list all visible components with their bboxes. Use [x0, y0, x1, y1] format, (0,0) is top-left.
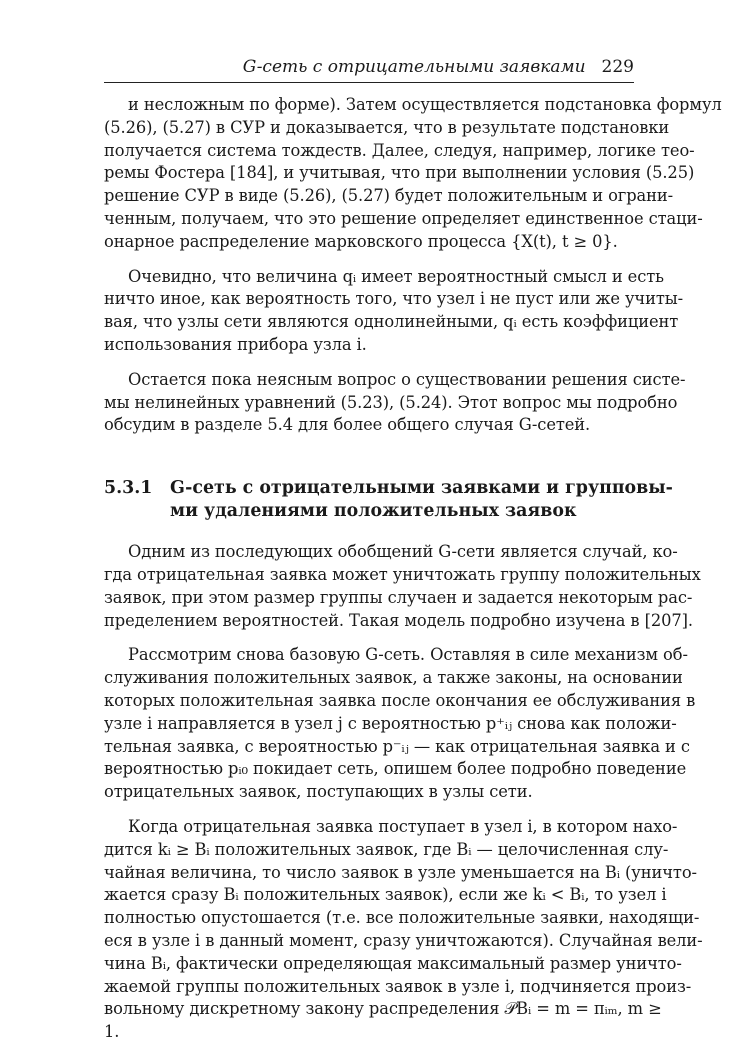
paragraph-line: Остается пока неясным вопрос о существовании решения систе- — [128, 369, 686, 389]
paragraph-line: узле i направляется в узел j с вероятностью p⁺ᵢⱼ снова как положи- — [104, 713, 677, 733]
paragraph — [104, 94, 722, 254]
paragraph-line: тельная заявка, с вероятностью p⁻ᵢⱼ — как отрицательная заявка и с — [104, 736, 690, 756]
paragraph-line: чайная величина, то число заявок в узле уменьшается на Bᵢ (уничто- — [104, 862, 697, 882]
paragraph-line: (5.26), (5.27) в СУР и доказывается, что в результате подстановки — [104, 117, 670, 137]
paragraph-line: ничто иное, как вероятность того, что узел i не пуст или же учиты- — [104, 289, 684, 309]
paragraph-line: чина Bᵢ, фактически определяющая максимальный размер уничто- — [104, 953, 682, 973]
paragraph-line: вая, что узлы сети являются однолинейными, qᵢ есть коэффициент — [104, 312, 679, 332]
paragraph-line: Одним из последующих обобщений G-сети является случай, ко- — [128, 542, 678, 562]
section-title-line: ми удалениями положительных заявок — [170, 501, 577, 522]
paragraph-line: получается система тождеств. Далее, следуя, например, логике тео- — [104, 140, 695, 160]
paragraph-line: Очевидно, что величина qᵢ имеет вероятностный смысл и есть — [128, 266, 664, 286]
paragraph-line: дится kᵢ ≥ Bᵢ положительных заявок, где Bᵢ — целочисленная слу- — [104, 839, 669, 859]
paragraph-line: жаемой группы положительных заявок в узле i, подчиняется произ- — [104, 976, 692, 996]
paragraph-line: использования прибора узла i. — [104, 334, 367, 354]
section-number: 5.3.1 — [104, 478, 153, 499]
paragraph-line: еся в узле i в данный момент, сразу уничтожаются). Случайная вели- — [104, 930, 703, 950]
paragraph — [104, 266, 684, 357]
paragraph-line: онарное распределение марковского процесса {X(t), t ≥ 0}. — [104, 231, 618, 251]
paragraph-line: жается сразу Bᵢ положительных заявок), если же kᵢ < Bᵢ, то узел i — [104, 885, 667, 905]
paragraph — [104, 369, 686, 437]
section-title-line: G-сеть с отрицательными заявками и групповы- — [170, 478, 673, 499]
paragraph-line: гда отрицательная заявка может уничтожать группу положительных — [104, 564, 701, 584]
section-title — [170, 477, 673, 523]
paragraph-line: заявок, при этом размер группы случаен и задается некоторым рас- — [104, 587, 693, 607]
paragraph-line: которых положительная заявка после окончания ее обслуживания в — [104, 690, 696, 710]
paragraph-line: 1. — [104, 1022, 120, 1042]
running-header-title: G-сеть с отрицательными заявками — [242, 57, 586, 77]
paragraph-line: отрицательных заявок, поступающих в узлы сети. — [104, 782, 533, 802]
section-heading — [104, 477, 673, 523]
paragraph-line: обсудим в разделе 5.4 для более общего случая G-сетей. — [104, 415, 591, 435]
paragraph — [104, 816, 703, 1044]
paragraph-line: служивания положительных заявок, а также законы, на основании — [104, 668, 683, 688]
paragraph-line: пределением вероятностей. Такая модель подробно изучена в [207]. — [104, 610, 693, 630]
book-page — [104, 52, 722, 1044]
running-header — [104, 52, 634, 83]
paragraph-line: и несложным по форме). Затем осуществляется подстановка формул — [128, 95, 722, 114]
paragraph-line: ремы Фостера [184], и учитывая, что при выполнении условия (5.25) — [104, 163, 695, 183]
paragraph-line: решение СУР в виде (5.26), (5.27) будет положительным и ограни- — [104, 186, 674, 206]
paragraph-line: вероятностью pᵢ₀ покидает сеть, опишем более подробно поведение — [104, 759, 687, 779]
paragraph-line: полностью опустошается (т.е. все положительные заявки, находящи- — [104, 908, 700, 928]
paragraph-line: Рассмотрим снова базовую G-сеть. Оставляя в силе механизм об- — [128, 645, 688, 665]
paragraph — [104, 541, 701, 632]
paragraph-line: вольному дискретному закону распределения 𝒫Bᵢ = m = πᵢₘ, m ≥ — [104, 999, 662, 1019]
paragraph-line: Когда отрицательная заявка поступает в узел i, в котором нахо- — [128, 816, 678, 836]
paragraph-line: мы нелинейных уравнений (5.23), (5.24). Этот вопрос мы подробно — [104, 392, 678, 412]
page-number: 229 — [601, 57, 634, 77]
paragraph — [104, 644, 696, 804]
paragraph-line: ченным, получаем, что это решение определяет единственное стаци- — [104, 208, 703, 228]
